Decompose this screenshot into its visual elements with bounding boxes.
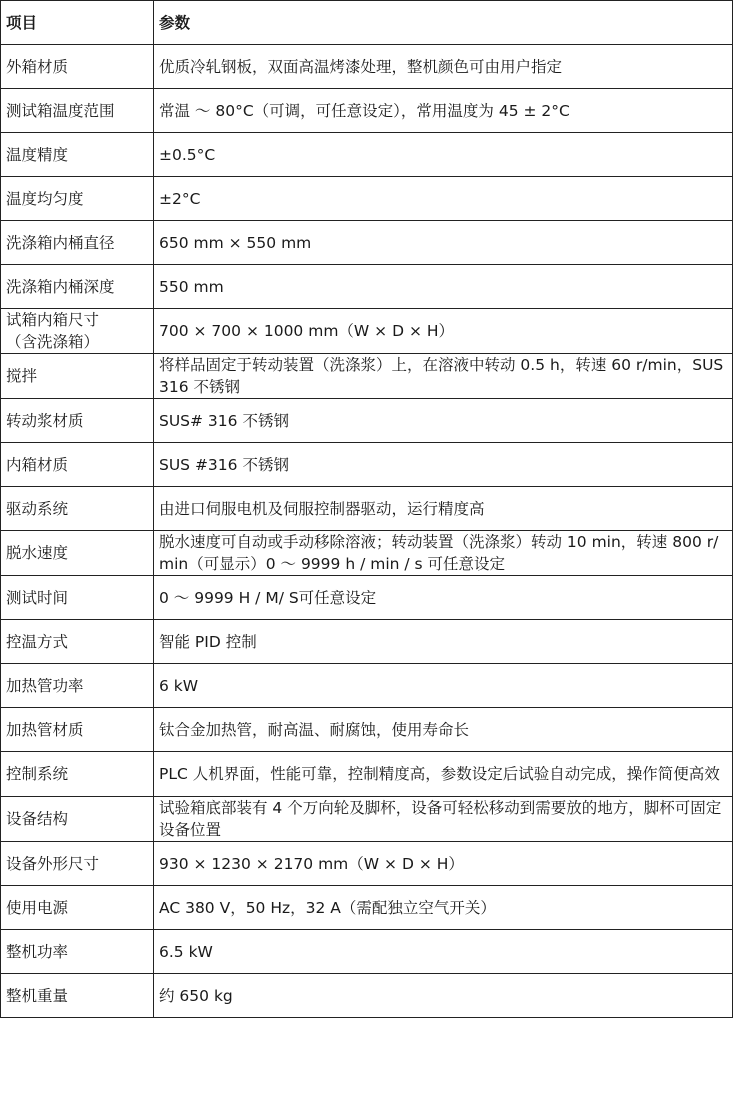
row-param-value: 930 × 1230 × 2170 mm（W × D × H）	[154, 842, 733, 886]
row-param-value: 6 kW	[154, 664, 733, 708]
table-row	[1, 265, 733, 309]
row-item-label: 外箱材质	[1, 45, 154, 89]
row-item-label: 试箱内箱尺寸 （含洗涤箱）	[1, 309, 154, 354]
row-param-value: 550 mm	[154, 265, 733, 309]
row-item-label: 控制系统	[1, 752, 154, 797]
header-item: 项目	[1, 1, 154, 45]
row-param-value: AC 380 V，50 Hz，32 A（需配独立空气开关）	[154, 886, 733, 930]
row-item-label: 脱水速度	[1, 531, 154, 576]
row-param-value: SUS #316 不锈钢	[154, 443, 733, 487]
row-item-label: 加热管功率	[1, 664, 154, 708]
header-param: 参数	[154, 1, 733, 45]
table-header-row	[1, 1, 733, 45]
table-row	[1, 443, 733, 487]
row-param-value: 钛合金加热管，耐高温、耐腐蚀，使用寿命长	[154, 708, 733, 752]
row-param-value: 智能 PID 控制	[154, 620, 733, 664]
table-row	[1, 177, 733, 221]
table-row	[1, 45, 733, 89]
table-row	[1, 886, 733, 930]
table-row	[1, 664, 733, 708]
row-param-value: ±2°C	[154, 177, 733, 221]
table-row	[1, 708, 733, 752]
row-item-label: 测试箱温度范围	[1, 89, 154, 133]
row-param-value: ±0.5°C	[154, 133, 733, 177]
row-item-label: 设备外形尺寸	[1, 842, 154, 886]
row-item-label: 转动浆材质	[1, 399, 154, 443]
row-item-label: 温度精度	[1, 133, 154, 177]
table-row	[1, 842, 733, 886]
row-item-label: 搅拌	[1, 354, 154, 399]
row-item-label: 整机功率	[1, 930, 154, 974]
row-item-label: 测试时间	[1, 576, 154, 620]
row-item-label: 加热管材质	[1, 708, 154, 752]
table-row	[1, 930, 733, 974]
table-row	[1, 221, 733, 265]
row-param-value: PLC 人机界面，性能可靠，控制精度高，参数设定后试验自动完成，操作简便高效	[154, 752, 733, 797]
table-row	[1, 797, 733, 842]
row-item-label: 内箱材质	[1, 443, 154, 487]
table-row	[1, 531, 733, 576]
row-param-value: 700 × 700 × 1000 mm（W × D × H）	[154, 309, 733, 354]
row-param-value: 由进口伺服电机及伺服控制器驱动，运行精度高	[154, 487, 733, 531]
row-item-label: 设备结构	[1, 797, 154, 842]
row-item-label: 控温方式	[1, 620, 154, 664]
row-item-label: 驱动系统	[1, 487, 154, 531]
row-param-value: 脱水速度可自动或手动移除溶液；转动装置（洗涤浆）转动 10 min，转速 800 r/min（可显示）0 ～ 9999 h / min / s 可任意设定	[154, 531, 733, 576]
row-param-value: 优质冷轧钢板，双面高温烤漆处理，整机颜色可由用户指定	[154, 45, 733, 89]
row-item-label: 洗涤箱内桶直径	[1, 221, 154, 265]
row-param-value: 6.5 kW	[154, 930, 733, 974]
row-param-value: SUS# 316 不锈钢	[154, 399, 733, 443]
row-param-value: 0 ～ 9999 H / M/ S可任意设定	[154, 576, 733, 620]
table-row	[1, 399, 733, 443]
row-param-value: 650 mm × 550 mm	[154, 221, 733, 265]
table-row	[1, 133, 733, 177]
row-item-label: 洗涤箱内桶深度	[1, 265, 154, 309]
table-row	[1, 752, 733, 797]
row-item-label: 温度均匀度	[1, 177, 154, 221]
row-item-label: 整机重量	[1, 974, 154, 1018]
table-row	[1, 354, 733, 399]
table-row	[1, 576, 733, 620]
table-row	[1, 309, 733, 354]
table-row	[1, 974, 733, 1018]
table-row	[1, 620, 733, 664]
row-param-value: 将样品固定于转动装置（洗涤浆）上，在溶液中转动 0.5 h，转速 60 r/min，SUS 316 不锈钢	[154, 354, 733, 399]
row-param-value: 约 650 kg	[154, 974, 733, 1018]
row-param-value: 常温 ～ 80°C（可调，可任意设定），常用温度为 45 ± 2°C	[154, 89, 733, 133]
row-param-value: 试验箱底部装有 4 个万向轮及脚杯，设备可轻松移动到需要放的地方，脚杯可固定设备位置	[154, 797, 733, 842]
table-row	[1, 89, 733, 133]
table-row	[1, 487, 733, 531]
row-item-label: 使用电源	[1, 886, 154, 930]
